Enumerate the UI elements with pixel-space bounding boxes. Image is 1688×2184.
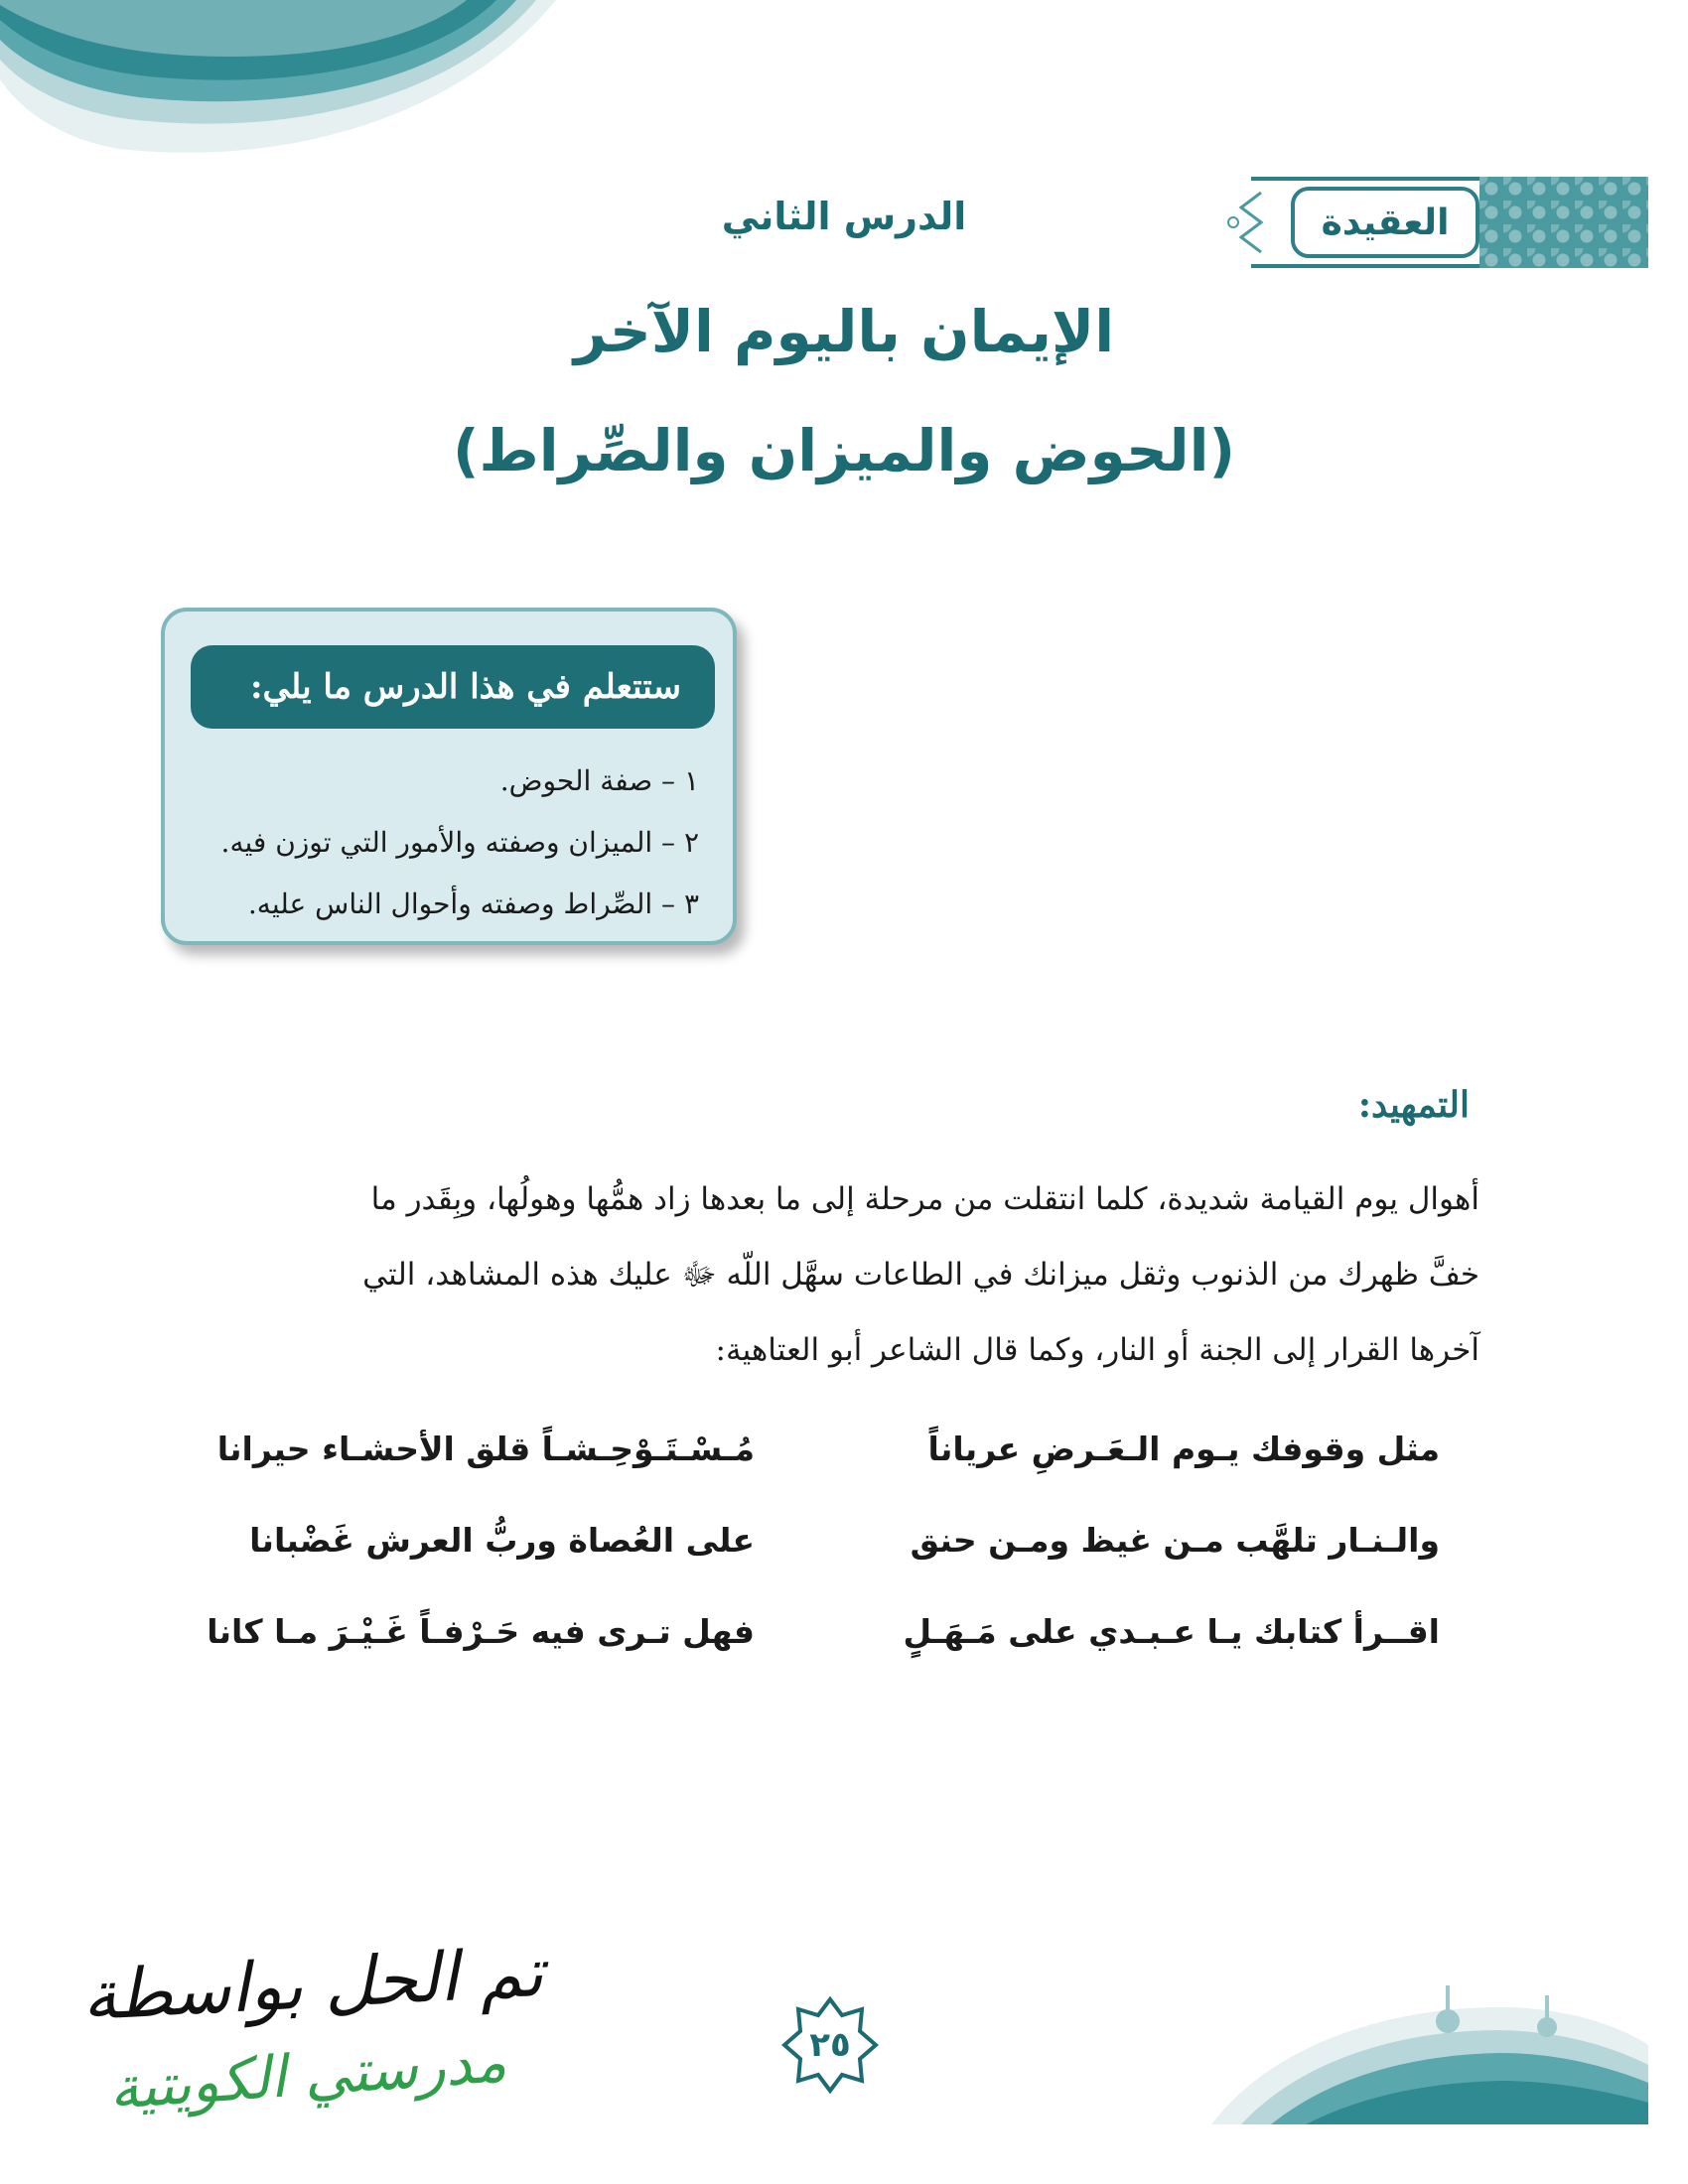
intro-line: آخرها القرار إلى الجنة أو النار، وكما قال الشاعر أبو العتاهية: — [715, 1332, 1479, 1368]
intro-line: خفَّ ظهرك من الذنوب وثقل ميزانك في الطاعات سهَّل اللّه ﷻ عليك هذه المشاهد، التي — [362, 1257, 1479, 1293]
poem-second-hemistich: فهل تـرى فيه حَـرْفـاً غَـيْـرَ مـا كانا — [207, 1612, 755, 1651]
intro-heading: التمهيد: — [1357, 1084, 1470, 1126]
poem-first-hemistich: والـنـار تلهَّب مـن غيظ ومـن حنق — [910, 1521, 1440, 1560]
subject-label: العقيدة — [1321, 202, 1450, 243]
objectives-header — [191, 645, 715, 729]
poem-second-hemistich: مُـسْـتَـوْحِـشـاً قلق الأحشـاء حيرانا — [216, 1430, 755, 1468]
stamp-line1: تم الحل بواسطة — [79, 1933, 546, 2037]
lesson-number: الدرس الثاني — [721, 195, 967, 238]
poem-verse — [199, 1430, 1440, 1521]
lesson-subtitle: (الحوض والميزان والصِّراط) — [452, 417, 1236, 484]
lesson-title: الإيمان باليوم الآخر — [573, 298, 1115, 365]
objective-item: ١ – صفة الحوض. — [499, 764, 699, 797]
objectives-list — [183, 751, 699, 935]
stamp-line2: مدرستي الكويتية — [106, 2027, 509, 2122]
solution-stamp — [70, 1933, 566, 2134]
intro-paragraph — [149, 1161, 1479, 1388]
poem-verse — [199, 1612, 1440, 1704]
top-corner-decoration — [0, 0, 556, 169]
objectives-box — [161, 608, 737, 945]
poem-verse — [199, 1521, 1440, 1612]
poem-first-hemistich: مثل وقوفك يـوم الـعَـرضِ عرياناً — [927, 1430, 1440, 1468]
objectives-title: ستتعلم في هذا الدرس ما يلي: — [249, 667, 681, 707]
page-number: ٢٥ — [809, 2025, 851, 2065]
objective-item: ٣ – الصِّراط وصفته وأحوال الناس عليه. — [247, 887, 699, 920]
bottom-corner-decoration — [1211, 1985, 1648, 2124]
objective-item: ٢ – الميزان وصفته والأمور التي توزن فيه. — [220, 826, 699, 859]
page-number-badge — [780, 1995, 880, 2095]
intro-line: أهوال يوم القيامة شديدة، كلما انتقلت من مرحلة إلى ما بعدها زاد همُّها وهولُها، وبِقَدر ما — [370, 1181, 1479, 1217]
poem — [199, 1430, 1440, 1704]
poem-second-hemistich: على العُصاة وربُّ العرش غَضْبانا — [249, 1521, 755, 1560]
poem-first-hemistich: اقــرأ كتابك يـا عـبـدي على مَـهَـلٍ — [903, 1612, 1440, 1651]
